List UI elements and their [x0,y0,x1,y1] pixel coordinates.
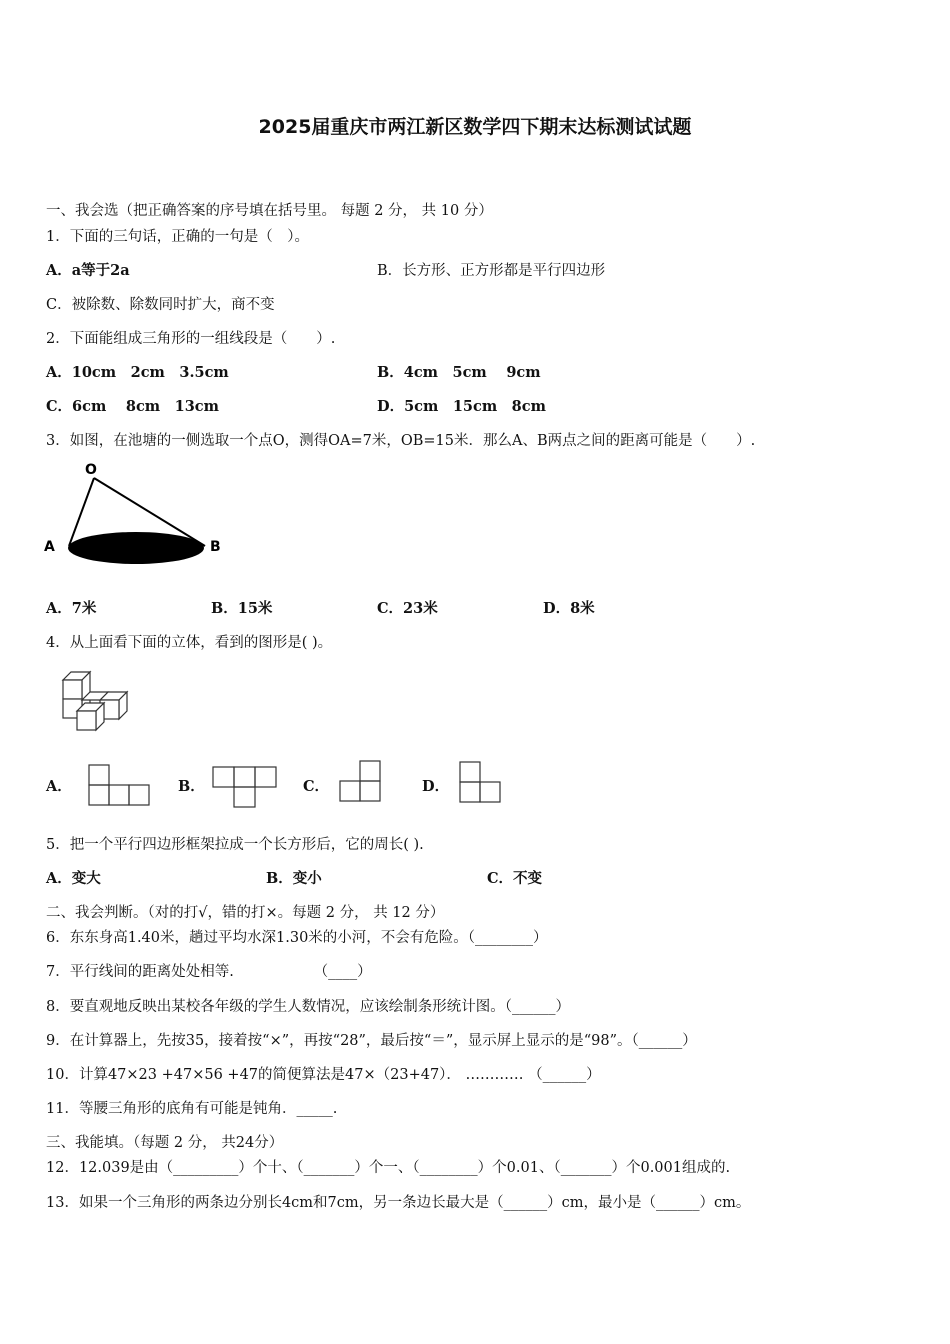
question-2-option-b[interactable]: B．4cm 5cm 9cm [377,364,541,381]
section-heading-fill: 三、我能填。（每题 2 分， 共24分） [46,1135,284,1151]
question-4-option-a[interactable]: A． [46,778,72,795]
option-d-view[interactable] [459,761,503,805]
option-c-view[interactable] [339,760,383,804]
question-4-option-d[interactable]: D． [422,778,450,795]
question-4-stem: 4．从上面看下面的立体，看到的图形是( )。 [46,635,333,651]
question-2-option-d[interactable]: D．5cm 15cm 8cm [377,398,546,415]
section-heading-judge: 二、我会判断。（对的打√，错的打×。每题 2 分， 共 12 分） [46,905,445,921]
point-b-label: B [210,539,221,555]
question-4-option-b[interactable]: B． [178,778,205,795]
question-3-stem: 3．如图，在池塘的一侧选取一个点O，测得OA=7米，OB=15米．那么A、B两点之间的距离可能是（ ）. [46,433,756,449]
question-13[interactable]: 13．如果一个三角形的两条边分别长4cm和7cm，另一条边长最大是（______）cm，最小是（______）cm。 [46,1195,751,1211]
question-3-option-a[interactable]: A．7米 [46,600,97,617]
question-1-option-c[interactable]: C．被除数、除数同时扩大，商不变 [46,297,275,313]
question-2-stem: 2．下面能组成三角形的一组线段是（ ）. [46,331,336,347]
question-4-option-c[interactable]: C． [303,778,330,795]
page-title: 2025届重庆市两江新区数学四下期末达标测试试题 [258,116,692,138]
point-a-label: A [44,539,55,555]
question-5-option-c[interactable]: C．不变 [487,870,543,887]
question-6[interactable]: 6．东东身高1.40米，趟过平均水深1.30米的小河，不会有危险。（________） [46,930,548,946]
question-2-option-a[interactable]: A．10cm 2cm 3.5cm [46,364,229,381]
segment-oa [69,478,94,546]
question-8[interactable]: 8．要直观地反映出某校各年级的学生人数情况，应该绘制条形统计图。（______） [46,999,570,1015]
question-1-option-b[interactable]: B．长方形、正方形都是平行四边形 [377,263,606,279]
point-o-label: O [85,462,97,478]
option-b-view[interactable] [212,766,278,810]
question-9[interactable]: 9．在计算器上，先按35，接着按“×”，再按“28”，最后按“＝”，显示屏上显示的是“98”。（______） [46,1033,697,1049]
question-11[interactable]: 11．等腰三角形的底角有可能是钝角．_____. [46,1101,338,1117]
question-2-option-c[interactable]: C．6cm 8cm 13cm [46,398,219,415]
question-7[interactable]: 7．平行线间的距离处处相等. （____） [46,964,372,980]
question-5-option-a[interactable]: A．变大 [46,870,101,887]
question-5-stem: 5．把一个平行四边形框架拉成一个长方形后，它的周长( ). [46,837,424,853]
question-5-option-b[interactable]: B．变小 [266,870,322,887]
question-3-option-d[interactable]: D．8米 [543,600,595,617]
question-12[interactable]: 12．12.039是由（_________）个十、（_______）个一、（________）个0.01、（_______）个0.001组成的. [46,1160,731,1176]
option-a-view[interactable] [88,764,152,808]
pond-shape [68,532,204,564]
question-1-stem: 1．下面的三句话，正确的一句是（ ）。 [46,229,309,245]
question-3-option-c[interactable]: C．23米 [377,600,438,617]
pond-figure [40,458,240,578]
section-heading-choice: 一、我会选（把正确答案的序号填在括号里。 每题 2 分， 共 10 分） [46,203,493,219]
question-3-option-b[interactable]: B．15米 [211,600,273,617]
question-10[interactable]: 10．计算47×23 +47×56 +47的简便算法是47×（23+47）． ………… （______） [46,1067,601,1083]
cube-solid-figure [58,670,138,734]
question-1-option-a[interactable]: A．a等于2a [46,262,130,279]
